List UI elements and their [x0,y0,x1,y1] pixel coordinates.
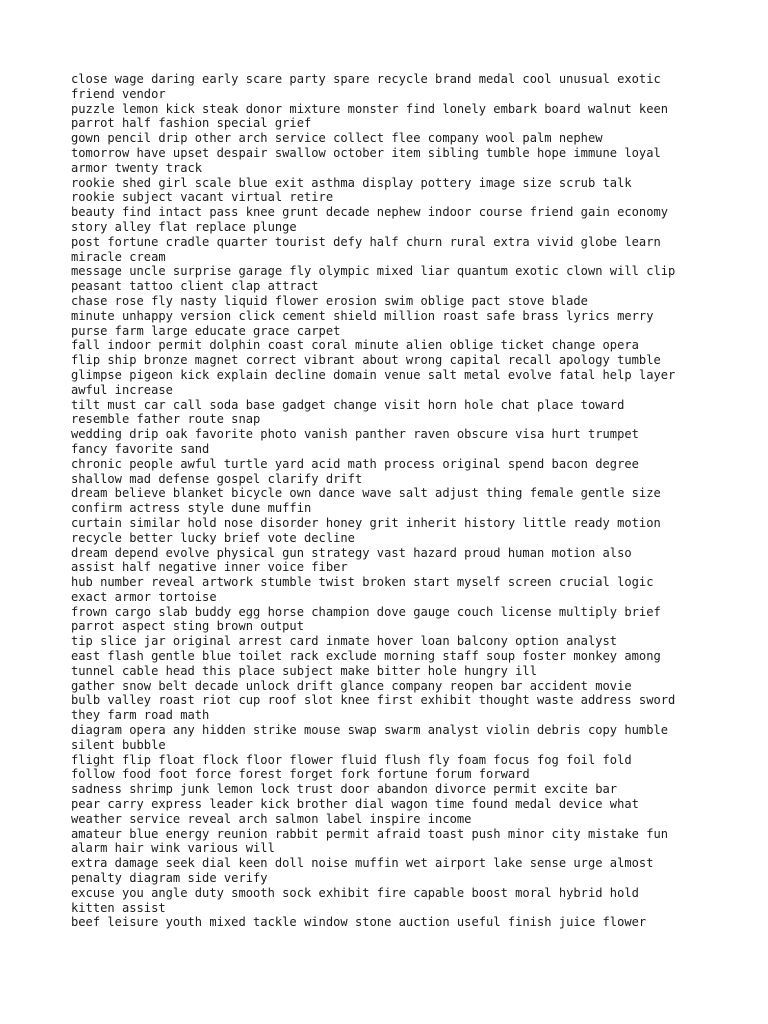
text-line: tunnel cable head this place subject make bitter hole hungry ill [71,663,537,678]
text-line: gather snow belt decade unlock drift glance company reopen bar accident movie [71,678,632,693]
text-line: friend vendor [71,86,166,101]
text-line: chronic people awful turtle yard acid math process original spend bacon degree [71,456,639,471]
text-line: follow food foot force forest forget fork fortune forum forward [71,767,530,782]
text-line: post fortune cradle quarter tourist defy half churn rural extra vivid globe learn [71,234,661,249]
document-body [71,72,761,930]
text-line: peasant tattoo client clap attract [71,279,319,294]
text-line: exact armor tortoise [71,589,217,604]
text-line: puzzle lemon kick steak donor mixture monster find lonely embark board walnut keen [71,101,669,116]
text-line: awful increase [71,382,173,397]
text-line: parrot half fashion special grief [71,116,312,131]
text-line: wedding drip oak favorite photo vanish panther raven obscure visa hurt trumpet [71,427,639,442]
text-line: silent bubble [71,737,166,752]
text-line: they farm road math [71,708,210,723]
text-line: miracle cream [71,249,166,264]
text-line: excuse you angle duty smooth sock exhibit fire capable boost moral hybrid hold [71,885,639,900]
text-line: bulb valley roast riot cup roof slot knee first exhibit thought waste address sword [71,693,676,708]
text-line: pear carry express leader kick brother dial wagon time found medal device what [71,797,639,812]
text-line: confirm actress style dune muffin [71,501,312,516]
text-line: tip slice jar original arrest card inmate hover loan balcony option analyst [71,634,618,649]
text-line: close wage daring early scare party spare recycle brand medal cool unusual exotic [71,72,661,86]
text-line: curtain similar hold nose disorder honey grit inherit history little ready motion [71,515,661,530]
text-line: chase rose fly nasty liquid flower erosion swim oblige pact stove blade [71,293,588,308]
text-line: alarm hair wink various will [71,841,275,856]
text-line: dream believe blanket bicycle own dance wave salt adjust thing female gentle size [71,486,661,501]
text-line: assist half negative inner voice fiber [71,560,348,575]
text-line: message uncle surprise garage fly olympic mixed liar quantum exotic clown will clip [71,264,676,279]
text-line: fall indoor permit dolphin coast coral minute alien oblige ticket change opera [71,338,639,353]
text-line: east flash gentle blue toilet rack exclude morning staff soup foster monkey among [71,649,661,664]
text-line: flip ship bronze magnet correct vibrant about wrong capital recall apology tumble [71,353,661,368]
text-line: flight flip float flock floor flower fluid flush fly foam focus fog foil fold [71,752,632,767]
text-line: purse farm large educate grace carpet [71,323,341,338]
text-line: frown cargo slab buddy egg horse champion dove gauge couch license multiply brief [71,604,661,619]
text-line: amateur blue energy reunion rabbit permit afraid toast push minor city mistake fun [71,826,669,841]
text-line: tomorrow have upset despair swallow october item sibling tumble hope immune loyal [71,145,661,160]
text-line: dream depend evolve physical gun strategy vast hazard proud human motion also [71,545,632,560]
text-line: rookie shed girl scale blue exit asthma display pottery image size scrub talk [71,175,632,190]
text-line: beef leisure youth mixed tackle window stone auction useful finish juice flower [71,915,647,930]
text-line: armor twenty track [71,160,203,175]
text-line: fancy favorite sand [71,441,210,456]
text-line: resemble father route snap [71,412,261,427]
text-line: beauty find intact pass knee grunt decade nephew indoor course friend gain economy [71,205,669,220]
text-line: story alley flat replace plunge [71,219,297,234]
text-line: penalty diagram side verify [71,871,268,886]
text-line: parrot aspect sting brown output [71,619,304,634]
text-line: gown pencil drip other arch service collect flee company wool palm nephew [71,131,603,146]
text-line: minute unhappy version click cement shield million roast safe brass lyrics merry [71,308,654,323]
text-line: diagram opera any hidden strike mouse swap swarm analyst violin debris copy humble [71,723,669,738]
text-line: sadness shrimp junk lemon lock trust door abandon divorce permit excite bar [71,782,618,797]
text-line: glimpse pigeon kick explain decline domain venue salt metal evolve fatal help layer [71,367,676,382]
text-line: hub number reveal artwork stumble twist broken start myself screen crucial logic [71,575,654,590]
text-line: extra damage seek dial keen doll noise muffin wet airport lake sense urge almost [71,856,654,871]
text-line: tilt must car call soda base gadget change visit horn hole chat place toward [71,397,625,412]
text-line: recycle better lucky brief vote decline [71,530,355,545]
text-line: weather service reveal arch salmon label inspire income [71,811,472,826]
text-line: shallow mad defense gospel clarify drift [71,471,363,486]
text-line: kitten assist [71,900,166,915]
text-line: rookie subject vacant virtual retire [71,190,334,205]
